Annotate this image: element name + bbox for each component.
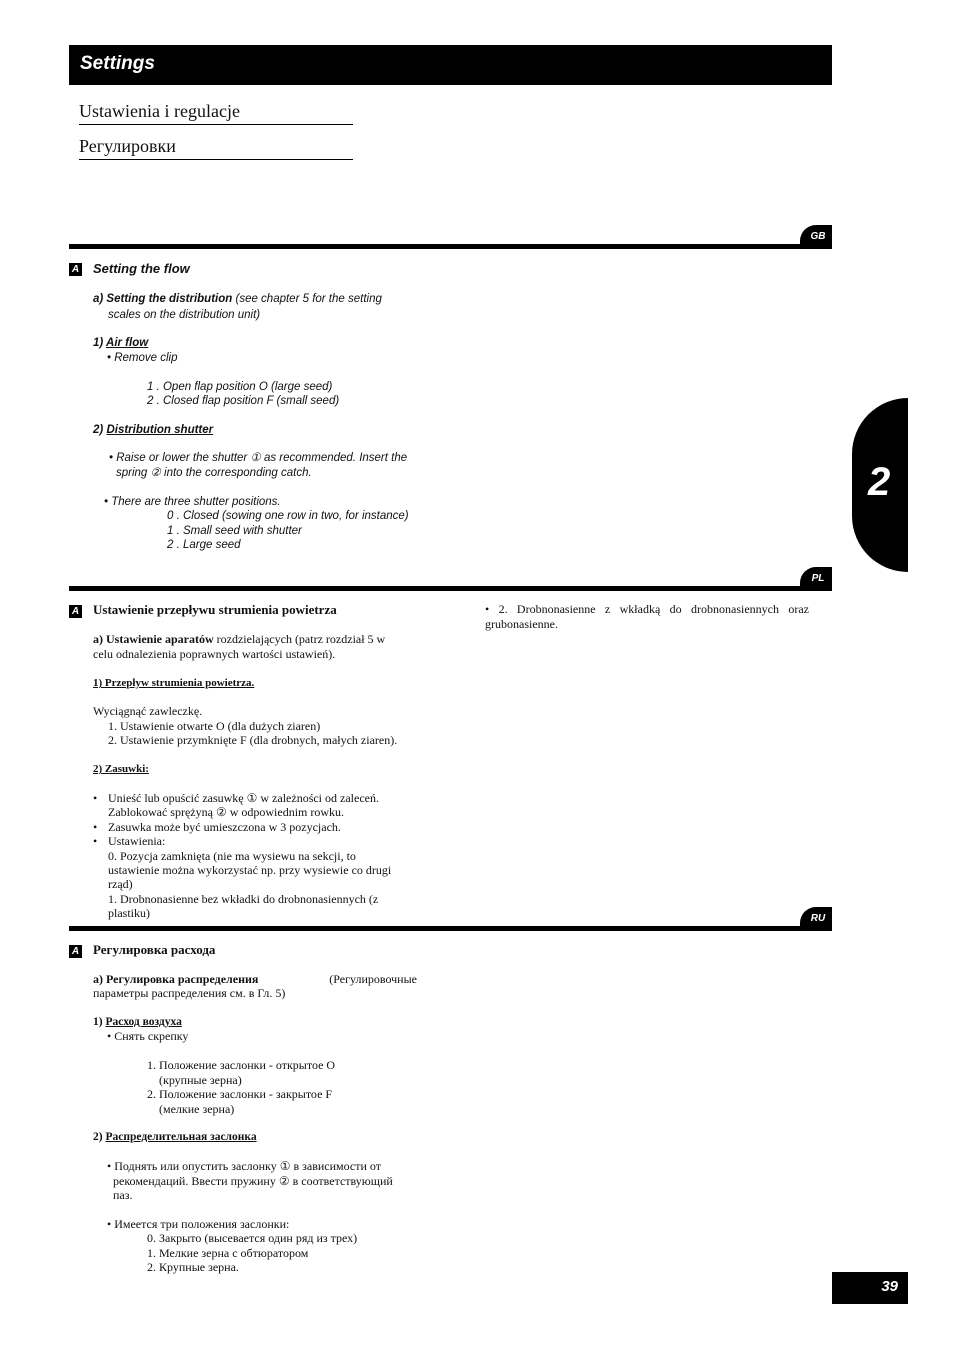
gb-s1-title: Air flow <box>106 337 149 349</box>
gb-subsection-1 <box>93 336 148 351</box>
pl-pos0-line1: 0. Pozycja zamknięta (nie ma wysiewu na sekcji, to <box>108 849 356 863</box>
ru-a-label: a) Регулировка распределения <box>93 972 259 986</box>
gb-s2-pos2: 2 . Large seed <box>167 539 241 551</box>
pl-a-label: a) Ustawienie aparatów <box>93 632 214 646</box>
gb-s1-number: 1) <box>93 337 104 349</box>
gb-s1-item2: 2 . Closed flap position F (small seed) <box>147 395 340 407</box>
pl-a-text-line2: celu odnalezienia poprawnych wartości ustawień). <box>93 647 336 661</box>
chapter-number: 2 <box>868 460 891 504</box>
section-rule-gb <box>69 244 832 249</box>
section-letter-pl: A <box>69 605 82 618</box>
gb-s2-pos0: 0 . Closed (sowing one row in two, for instance) <box>167 510 409 522</box>
subtitle-russian: Регулировки <box>79 136 353 160</box>
pl-s1-item2: 2. Ustawienie przymknięte F (dla drobnych, małych ziaren). <box>108 733 398 747</box>
gb-a-text-line2: scales on the distribution unit) <box>108 309 261 321</box>
section-rule-pl <box>69 586 832 591</box>
ru-s1-item2-line2: (мелкие зерна) <box>159 1102 235 1116</box>
ru-s1-bullet: • Снять скрепку <box>107 1029 189 1043</box>
ru-s2-pos1: 1. Мелкие зерна с обтюратором <box>147 1246 309 1260</box>
ru-s2-title: Распределительная заслонка <box>105 1131 257 1143</box>
gb-s2-number: 2) <box>93 424 104 436</box>
gb-subsection-2 <box>93 423 213 438</box>
pl-b2: Zasuwka może być umieszczona w 3 pozycjach. <box>108 820 341 834</box>
pl-bullet-mark-1: • <box>93 791 98 805</box>
ru-a-text: (Регулировочные <box>329 972 417 986</box>
pl-b1-line2: Zablokować sprężyną ② w odpowiednim rowku. <box>108 805 345 819</box>
gb-s2-title: Distribution shutter <box>106 424 214 436</box>
pl-b3: Ustawienia: <box>108 834 166 848</box>
language-badge-gb: GB <box>800 225 832 247</box>
pl-bullet-mark-2: • <box>93 820 98 834</box>
section-heading-pl: Ustawienie przepływu strumienia powietrza <box>93 602 337 617</box>
ru-a-text-line2: параметры распределения см. в Гл. 5) <box>93 986 286 1000</box>
ru-s1-item1-line2: (крупные зерна) <box>159 1073 242 1087</box>
ru-s2-p1-line1: • Поднять или опустить заслонку ① в зависимости от <box>107 1159 382 1173</box>
section-letter-gb: A <box>69 263 82 276</box>
ru-s2-p2: • Имеется три положения заслонки: <box>107 1217 290 1231</box>
ru-s1-item1-line1: 1. Положение заслонки - открытое O <box>147 1058 336 1072</box>
pl-bullet-mark-3: • <box>93 834 98 848</box>
gb-s1-item1: 1 . Open flap position O (large seed) <box>147 381 333 393</box>
ru-s2-p1-line3: паз. <box>113 1188 133 1202</box>
ru-s2-pos0: 0. Закрыто (высевается один ряд из трех) <box>147 1231 358 1245</box>
gb-s2-p2: • There are three shutter positions. <box>104 496 281 508</box>
gb-paragraph-a <box>93 292 433 307</box>
gb-s2-p1-line1: • Raise or lower the shutter ① as recommended. Insert the <box>109 452 408 464</box>
ru-s2-p1-line2: рекомендаций. Ввести пружину ② в соответствующий <box>113 1174 393 1188</box>
pl-right-column: • 2. Drobnonasienne z wkładką do drobnonasiennych oraz grubonasienne. <box>485 602 809 631</box>
section-heading-ru: Регулировка расхода <box>93 942 216 957</box>
language-badge-pl: PL <box>800 567 832 589</box>
ru-s1-number: 1) <box>93 1016 103 1028</box>
pl-b1-line1: Unieść lub opuścić zasuwkę ① w zależności od zaleceń. <box>108 791 379 805</box>
page-number: 39 <box>881 1278 898 1295</box>
pl-pos0-line2: ustawienie można wykorzystać np. przy wysiewie co drugi <box>108 863 392 877</box>
ru-s1-item2-line1: 2. Положение заслонки - закрытое F <box>147 1087 333 1101</box>
pl-pos0-line3: rząd) <box>108 877 133 891</box>
page-title: Settings <box>80 53 155 74</box>
subtitle-polish: Ustawienia i regulacje <box>79 101 353 125</box>
gb-a-label: a) Setting the distribution <box>93 293 233 305</box>
ru-s2-pos2: 2. Крупные зерна. <box>147 1260 239 1274</box>
ru-s1-title: Расход воздуха <box>105 1016 182 1028</box>
pl-s1-title: 1) Przepływ strumienia powietrza. <box>93 677 255 689</box>
gb-s2-p1-line2: spring ② into the corresponding catch. <box>116 467 312 479</box>
header-bar <box>69 45 832 85</box>
section-letter-ru: A <box>69 945 82 958</box>
pl-a-text: rozdzielających (patrz rozdział 5 w <box>216 632 386 646</box>
ru-subsection-1 <box>93 1015 182 1030</box>
gb-s2-pos1: 1 . Small seed with shutter <box>167 525 302 537</box>
pl-pos1-line2: plastiku) <box>108 906 150 920</box>
ru-subsection-2 <box>93 1130 257 1145</box>
language-badge-ru: RU <box>800 907 832 929</box>
gb-s1-bullet: • Remove clip <box>107 352 178 364</box>
section-rule-ru <box>69 926 832 931</box>
pl-pos1-line1: 1. Drobnonasienne bez wkładki do drobnonasiennych (z <box>108 892 379 906</box>
pl-paragraph-a <box>93 632 417 647</box>
ru-s2-number: 2) <box>93 1131 103 1143</box>
section-heading-gb: Setting the flow <box>93 261 190 276</box>
pl-s1-item1: 1. Ustawienie otwarte O (dla dużych ziaren) <box>108 719 321 733</box>
ru-paragraph-a <box>93 972 417 987</box>
pl-s1-line1: Wyciągnąć zawleczkę. <box>93 704 203 718</box>
gb-a-text: (see chapter 5 for the setting <box>235 293 382 305</box>
pl-s2-title: 2) Zasuwki: <box>93 763 149 775</box>
